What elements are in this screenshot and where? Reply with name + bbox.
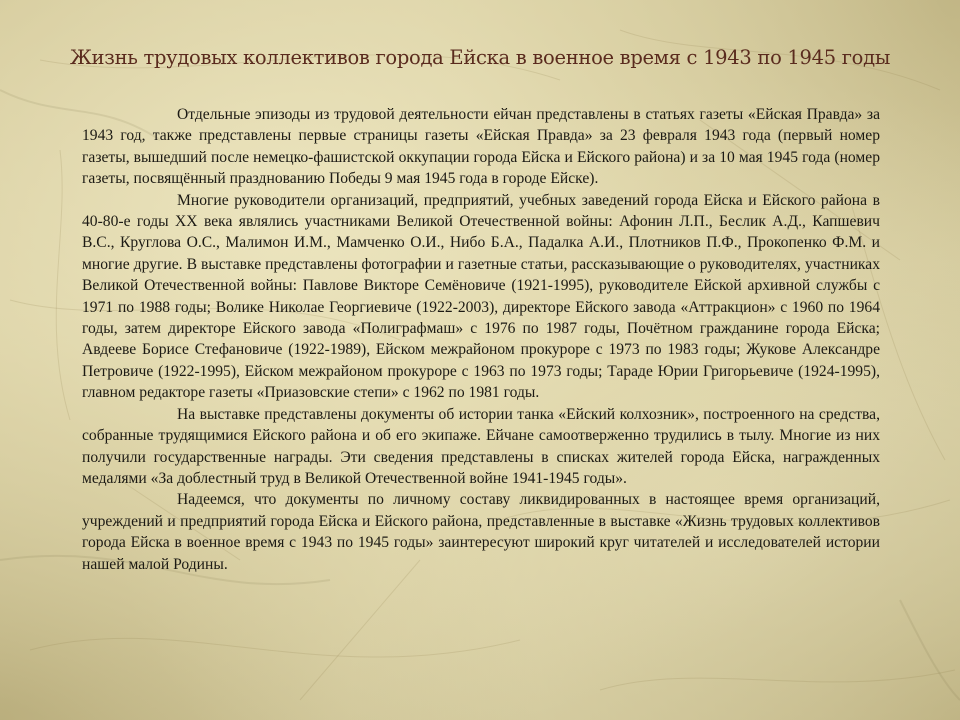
paragraph-2: Многие руководители организаций, предприятий, учебных заведений города Ейска и Ейского района в 40-80-е годы XX века являлись участниками Великой Отечественной войны: Афонин Л.П., Беслик А.Д., Капшевич В.С., Круглова О.С., Малимон И.М., Мамченко О.И., Нибо Б.А., Падалка А.И., Плотников П.Ф., Прокопенко Ф.М. и многие другие. В выставке представлены фотографии и газетные статьи, рассказывающие о руководителях, участниках Великой Отечественной войны: Павлове Викторе Семёновиче (1921-1995), руководителе Ейской архивной службы с 1971 по 1988 годы; Волике Николае Георгиевиче (1922-2003), директоре Ейского завода «Аттракцион» с 1960 по 1964 годы, затем директоре Ейского завода «Полиграфмаш» с 1976 по 1987 годы, Почётном гражданине города Ейска; Авдееве Борисе Стефановиче (1922-1989), Ейском межрайоном прокуроре с 1973 по 1983 годы; Жукове Александре Петровиче (1922-1995), Ейском межрайоном прокуроре с 1963 по 1973 годы; Тараде Юрии Григорьевиче (1924-1995), главном редакторе газеты «Приазовские степи» с 1962 по 1981 годы.: [82, 191, 880, 402]
slide-body: [82, 104, 880, 575]
slide-title: Жизнь трудовых коллективов города Ейска в военное время с 1943 по 1945 годы: [69, 46, 891, 69]
paragraph-3: На выставке представлены документы об истории танка «Ейский колхозник», построенного на средства, собранные трудящимися Ейского района и об его экипаже. Ейчане самоотверженно трудились в тылу. Многие из них получили государственные награды. Эти сведения представлены в списках жителей города Ейска, награжденных медалями «За доблестный труд в Великой Отечественной войне 1941-1945 годы».: [82, 405, 880, 487]
paragraph-1: Отдельные эпизоды из трудовой деятельности ейчан представлены в статьях газеты «Ейская Правда» за 1943 год, также представлены первые страницы газеты «Ейская Правда» за 23 февраля 1943 года (первый номер газеты, вышедший после немецко-фашистской оккупации города Ейска и Ейского района) и за 10 мая 1945 года (номер газеты, посвящённый празднованию Победы 9 мая 1945 года в городе Ейске).: [82, 106, 880, 188]
paragraph-4: Надеемся, что документы по личному составу ликвидированных в настоящее время организаций, учреждений и предприятий города Ейска и Ейского района, представленные в выставке «Жизнь трудовых коллективов города Ейска в военное время с 1943 по 1945 годы» заинтересуют широкий круг читателей и исследователей истории нашей малой Родины.: [82, 491, 880, 573]
